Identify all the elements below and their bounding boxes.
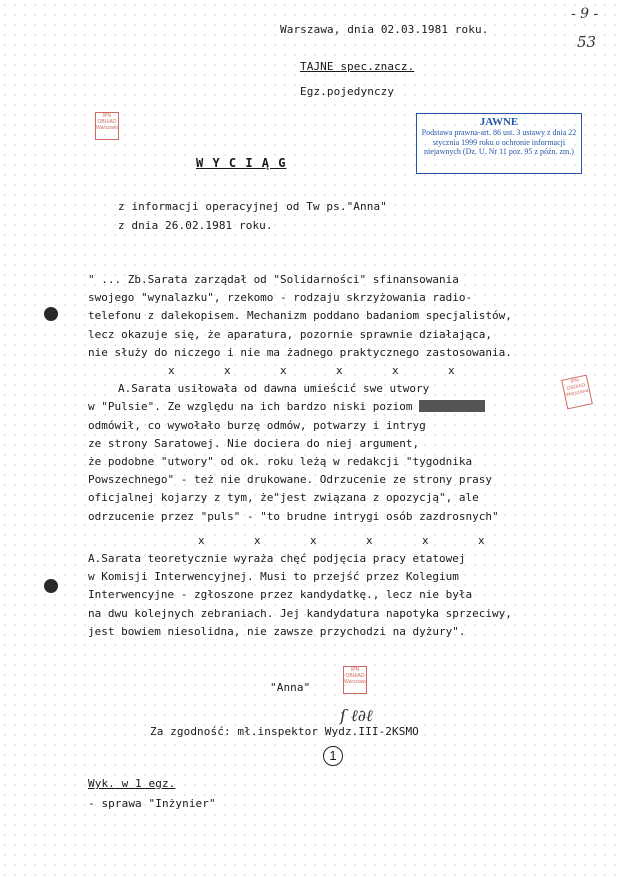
body-line: nie służy do niczego i nie ma żadnego praktycznego zastosowania. [88,345,512,359]
body-line: oficjalnej kojarzy z tym, że"jest związana z opozycją", ale [88,491,479,505]
circled-number: 1 [323,746,343,766]
page-number-annotation: - 9 - [571,6,599,22]
separator-x: x [280,364,287,378]
declassification-stamp [416,113,582,174]
ipn-stamp: IPN OBUiAD Warszawa [343,666,367,694]
separator-x: x [366,533,373,547]
body-line: w "Pulsie". Ze względu na ich bardzo niski poziom [88,398,598,416]
body-line: " ... Zb.Sarata zarządał od "Solidarności" sfinansowania [88,273,459,286]
body-line: w Komisji Interwencyjnej. Musi to przejść przez Kolegium [88,570,459,584]
body-line: swojego "wynalazku", rzekomo - rodzaju skrzyżowania radio- [88,291,473,305]
handwritten-initials: ſ ℓ∂ℓ [340,706,373,725]
binder-hole [44,307,58,321]
subtitle-line-2: z dnia 26.02.1981 roku. [118,219,273,232]
body-line: A.Sarata teoretycznie wyraża chęć podjęcia pracy etatowej [88,552,466,566]
separator-x: x [224,364,231,378]
section-separator [88,532,598,550]
separator-x: x [310,533,317,547]
separator-x: x [478,533,485,547]
conformity-line: Za zgodność: mł.inspektor Wydz.III-2KSMO [150,725,419,738]
body-line: odrzucenie przez "puls" - "to brudne intrygi osób zazdrosnych" [88,509,499,523]
redaction-block [419,400,485,412]
body-line: jest bowiem niesolidna, nie zawsze przychodzi na dyżury". [88,624,466,638]
body-line: że podobne "utwory" od ok. roku leżą w redakcji "tygodnika [88,455,473,469]
body-line: telefonu z dalekopisem. Mechanizm poddano badaniom specjalistów, [88,309,512,323]
place-date: Warszawa, dnia 02.03.1981 roku. [280,23,489,36]
body-line: ze strony Saratowej. Nie dociera do niej argument, [88,436,420,450]
informant-pseudonym: "Anna" [270,681,311,694]
case-reference: - sprawa "Inżynier" [88,797,216,810]
separator-x: x [336,364,343,378]
stamp-heading: JAWNE [479,116,519,128]
binder-hole [44,579,58,593]
separator-x: x [422,533,429,547]
stamp-text: Podstawa prawna-art. 86 ust. 3 ustawy z dnia 22 stycznia 1999 roku o ochronie informacji niejawnych (Dz. U. Nr 11 poz. 95 z późn. zm.) [421,128,577,156]
ipn-stamp: IPN OBUiAD Warszawa [95,112,119,140]
body-line: lecz okazuje się, że aparatura, pozornie sprawnie działająca, [88,327,492,341]
document-title: W Y C I Ą G [196,156,287,170]
body-line: A.Sarata usiłowała od dawna umieścić swe utwory [118,382,430,396]
body-line: Interwencyjne - zgłoszone przez kandydatkę., lecz nie była [88,588,473,602]
body-line: Powszechnego" - też nie drukowane. Odrzucenie ze strony prasy [88,473,492,487]
classification-mark: TAJNE spec.znacz. [300,60,415,73]
body-line: odmówił, co wywołało burzę odmów, potwarzy i intryg [88,418,426,432]
separator-x: x [392,364,399,378]
separator-x: x [448,364,455,378]
body-line: na dwu kolejnych zebraniach. Jej kandydatura napotyka sprzeciwy, [88,606,512,620]
archive-number-annotation: 53 [577,33,597,51]
copy-note: Egz.pojedynczy [300,85,395,98]
report-body [88,271,598,641]
ipn-stamp: IPN OBUiAD Warszawa [561,375,593,410]
subtitle-line-1: z informacji operacyjnej od Tw ps."Anna" [118,200,387,213]
separator-x: x [254,533,261,547]
copies-note: Wyk. w 1 egz. [88,777,176,790]
separator-x: x [168,364,175,378]
section-separator [88,362,598,380]
separator-x: x [198,533,205,547]
